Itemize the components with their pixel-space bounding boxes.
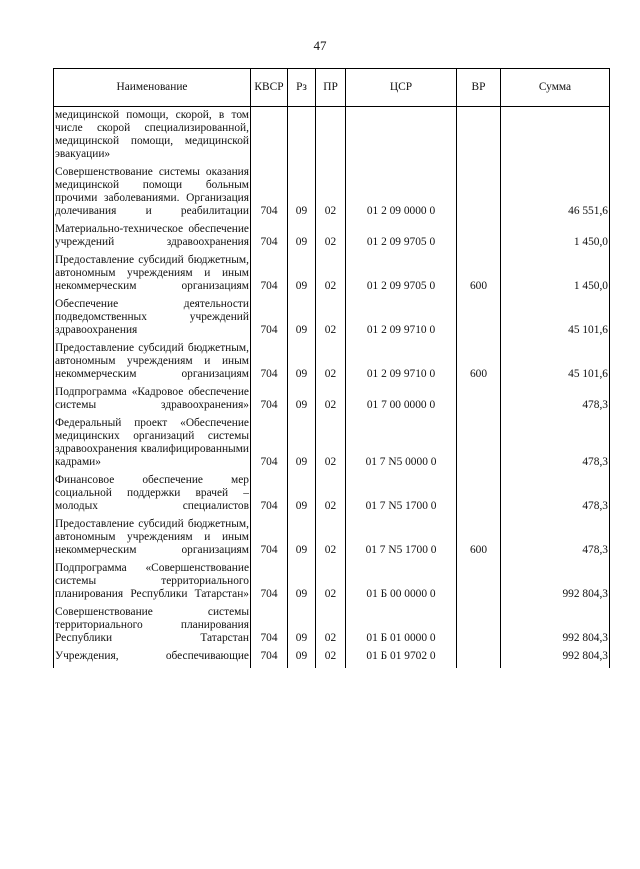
row-vr <box>457 417 501 474</box>
header-pr: ПР <box>316 69 346 107</box>
table-row <box>54 417 610 474</box>
row-vr <box>457 107 501 167</box>
row-csr: 01 2 09 9710 0 <box>346 342 457 386</box>
row-sum: 46 551,6 <box>501 166 610 223</box>
row-csr: 01 Б 00 0000 0 <box>346 562 457 606</box>
row-rz <box>288 107 316 167</box>
row-pr: 02 <box>316 342 346 386</box>
row-rz: 09 <box>288 518 316 562</box>
header-kvsr: КВСР <box>251 69 288 107</box>
row-vr <box>457 474 501 518</box>
row-vr <box>457 298 501 342</box>
row-vr: 600 <box>457 254 501 298</box>
row-name: Подпрограмма «Кадровое обеспечение системы здравоохранения» <box>54 386 251 417</box>
row-name: Финансовое обеспечение мер социальной поддержки врачей – молодых специалистов <box>54 474 251 518</box>
row-pr: 02 <box>316 650 346 668</box>
row-name: Учреждения, обеспечивающие <box>54 650 251 668</box>
row-csr: 01 2 09 0000 0 <box>346 166 457 223</box>
row-name: медицинской помощи, скорой, в том числе скорой специализированной, медицинской помощи, медицинской эвакуации» <box>54 107 251 167</box>
row-sum: 992 804,3 <box>501 606 610 650</box>
row-csr: 01 2 09 9705 0 <box>346 223 457 254</box>
table-row <box>54 562 610 606</box>
row-kvsr: 704 <box>251 562 288 606</box>
table-header <box>54 69 610 107</box>
row-sum: 478,3 <box>501 386 610 417</box>
row-name: Предоставление субсидий бюджетным, автономным учреждениям и иным некоммерческим организациям <box>54 254 251 298</box>
row-name: Материально-техническое обеспечение учреждений здравоохранения <box>54 223 251 254</box>
table-row <box>54 223 610 254</box>
row-kvsr: 704 <box>251 254 288 298</box>
row-kvsr: 704 <box>251 417 288 474</box>
row-rz: 09 <box>288 474 316 518</box>
row-sum: 478,3 <box>501 518 610 562</box>
header-name: Наименование <box>54 69 251 107</box>
row-name: Предоставление субсидий бюджетным, автономным учреждениям и иным некоммерческим организациям <box>54 518 251 562</box>
row-kvsr: 704 <box>251 606 288 650</box>
row-vr: 600 <box>457 518 501 562</box>
page-number: 47 <box>313 38 327 53</box>
table-row <box>54 166 610 223</box>
row-vr <box>457 386 501 417</box>
row-vr <box>457 562 501 606</box>
table-row <box>54 107 610 167</box>
row-kvsr: 704 <box>251 223 288 254</box>
row-rz: 09 <box>288 166 316 223</box>
row-name: Совершенствование системы территориального планирования Республики Татарстан <box>54 606 251 650</box>
budget-table <box>53 68 610 668</box>
table-row <box>54 518 610 562</box>
row-sum: 992 804,3 <box>501 562 610 606</box>
row-pr: 02 <box>316 223 346 254</box>
row-vr <box>457 223 501 254</box>
table-row <box>54 254 610 298</box>
row-pr: 02 <box>316 254 346 298</box>
row-pr: 02 <box>316 474 346 518</box>
row-kvsr: 704 <box>251 166 288 223</box>
row-pr: 02 <box>316 386 346 417</box>
row-pr: 02 <box>316 166 346 223</box>
row-sum: 45 101,6 <box>501 298 610 342</box>
row-name: Совершенствование системы оказания медицинской помощи больным прочими заболеваниями. Организация долечивания и реабилитации <box>54 166 251 223</box>
row-kvsr: 704 <box>251 474 288 518</box>
row-rz: 09 <box>288 417 316 474</box>
row-sum: 992 804,3 <box>501 650 610 668</box>
header-rz: Рз <box>288 69 316 107</box>
row-csr: 01 7 N5 1700 0 <box>346 518 457 562</box>
row-csr: 01 7 00 0000 0 <box>346 386 457 417</box>
row-rz: 09 <box>288 650 316 668</box>
row-vr <box>457 606 501 650</box>
row-pr: 02 <box>316 606 346 650</box>
row-sum: 478,3 <box>501 474 610 518</box>
row-rz: 09 <box>288 298 316 342</box>
row-name: Обеспечение деятельности подведомственных учреждений здравоохранения <box>54 298 251 342</box>
row-kvsr: 704 <box>251 298 288 342</box>
row-sum: 1 450,0 <box>501 254 610 298</box>
row-name: Предоставление субсидий бюджетным, автономным учреждениям и иным некоммерческим организациям <box>54 342 251 386</box>
table-body <box>54 107 610 669</box>
row-kvsr: 704 <box>251 342 288 386</box>
row-sum: 478,3 <box>501 417 610 474</box>
row-csr: 01 2 09 9710 0 <box>346 298 457 342</box>
row-name: Подпрограмма «Совершенствование системы территориального планирования Республики Татарстан» <box>54 562 251 606</box>
row-pr: 02 <box>316 562 346 606</box>
header-vr: ВР <box>457 69 501 107</box>
row-vr <box>457 650 501 668</box>
row-rz: 09 <box>288 223 316 254</box>
row-csr: 01 2 09 9705 0 <box>346 254 457 298</box>
table-row <box>54 298 610 342</box>
row-pr <box>316 107 346 167</box>
row-sum: 1 450,0 <box>501 223 610 254</box>
row-rz: 09 <box>288 254 316 298</box>
row-csr: 01 7 N5 0000 0 <box>346 417 457 474</box>
header-csr: ЦСР <box>346 69 457 107</box>
row-name: Федеральный проект «Обеспечение медицинских организаций системы здравоохранения квалифицированными кадрами» <box>54 417 251 474</box>
row-kvsr: 704 <box>251 518 288 562</box>
table-row <box>54 650 610 668</box>
row-rz: 09 <box>288 562 316 606</box>
table-row <box>54 342 610 386</box>
table-row <box>54 606 610 650</box>
row-pr: 02 <box>316 518 346 562</box>
row-rz: 09 <box>288 342 316 386</box>
header-sum: Сумма <box>501 69 610 107</box>
row-pr: 02 <box>316 417 346 474</box>
row-csr: 01 7 N5 1700 0 <box>346 474 457 518</box>
row-rz: 09 <box>288 386 316 417</box>
row-kvsr <box>251 107 288 167</box>
row-sum: 45 101,6 <box>501 342 610 386</box>
row-rz: 09 <box>288 606 316 650</box>
row-vr <box>457 166 501 223</box>
row-csr: 01 Б 01 9702 0 <box>346 650 457 668</box>
row-kvsr: 704 <box>251 650 288 668</box>
row-csr <box>346 107 457 167</box>
table-row <box>54 386 610 417</box>
row-sum <box>501 107 610 167</box>
table-row <box>54 474 610 518</box>
row-kvsr: 704 <box>251 386 288 417</box>
row-pr: 02 <box>316 298 346 342</box>
row-vr: 600 <box>457 342 501 386</box>
row-csr: 01 Б 01 0000 0 <box>346 606 457 650</box>
